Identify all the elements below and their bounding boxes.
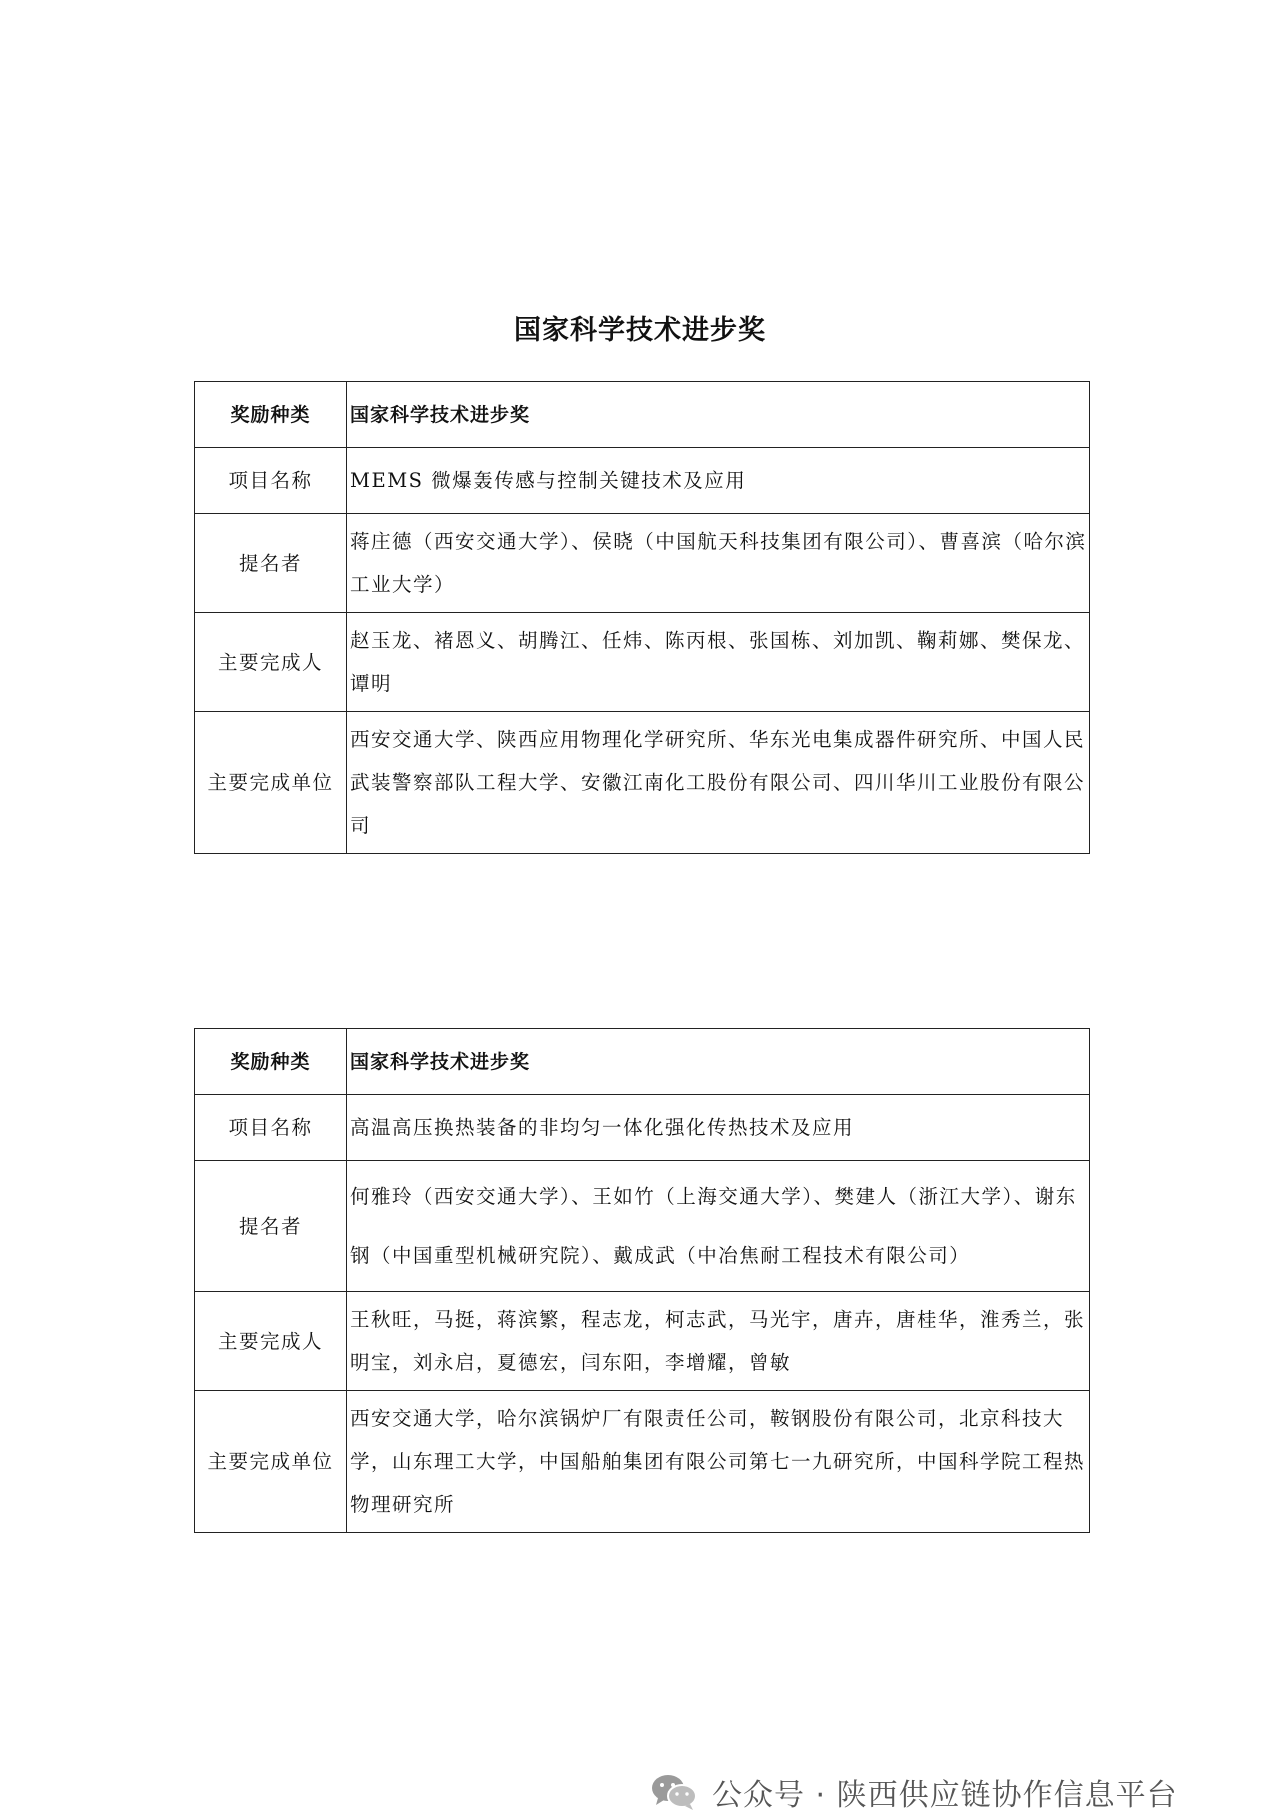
page-title: 国家科学技术进步奖 [514,315,766,346]
award-table-2 [194,1028,1090,1533]
main-contributors-label: 主要完成人 [195,1292,347,1391]
table-row-project-name [195,448,1090,514]
table-row-award-type [195,382,1090,448]
table-row-nominator [195,514,1090,613]
table-row-project-name [195,1095,1090,1161]
table-row-main-units [195,712,1090,854]
award-type-label: 奖励种类 [195,1029,347,1095]
table-row-main-units [195,1391,1090,1533]
project-name-label: 项目名称 [195,448,347,514]
main-contributors-label: 主要完成人 [195,613,347,712]
wechat-icon [650,1772,698,1812]
project-name-value: 高温高压换热装备的非均匀一体化强化传热技术及应用 [347,1095,1090,1161]
footer-text: 公众号 · 陕西供应链协作信息平台 [712,1778,1178,1813]
nominator-label: 提名者 [195,514,347,613]
main-units-value: 西安交通大学，哈尔滨锅炉厂有限责任公司，鞍钢股份有限公司，北京科技大学，山东理工大学，中国船舶集团有限公司第七一九研究所，中国科学院工程热物理研究所 [347,1391,1090,1533]
footer-watermark [650,1770,1178,1814]
award-type-value: 国家科学技术进步奖 [347,382,1090,448]
award-type-value: 国家科学技术进步奖 [347,1029,1090,1095]
main-contributors-value: 王秋旺，马挺，蒋滨繁，程志龙，柯志武，马光宇，唐卉，唐桂华，淮秀兰，张明宝，刘永启，夏德宏，闫东阳，李增耀，曾敏 [347,1292,1090,1391]
table-row-main-contributors [195,613,1090,712]
main-units-value: 西安交通大学、陕西应用物理化学研究所、华东光电集成器件研究所、中国人民武装警察部队工程大学、安徽江南化工股份有限公司、四川华川工业股份有限公司 [347,712,1090,854]
project-name-value: MEMS 微爆轰传感与控制关键技术及应用 [347,448,1090,514]
nominator-value: 何雅玲（西安交通大学）、王如竹（上海交通大学）、樊建人（浙江大学）、谢东钢（中国重型机械研究院）、戴成武（中冶焦耐工程技术有限公司） [347,1161,1090,1292]
main-units-label: 主要完成单位 [195,1391,347,1533]
award-type-label: 奖励种类 [195,382,347,448]
table-row-award-type [195,1029,1090,1095]
award-table-1 [194,381,1090,854]
table-row-nominator [195,1161,1090,1292]
nominator-label: 提名者 [195,1161,347,1292]
table-row-main-contributors [195,1292,1090,1391]
main-contributors-value: 赵玉龙、褚恩义、胡腾江、任炜、陈丙根、张国栋、刘加凯、鞠莉娜、樊保龙、谭明 [347,613,1090,712]
nominator-value: 蒋庄德（西安交通大学）、侯晓（中国航天科技集团有限公司）、曹喜滨（哈尔滨工业大学） [347,514,1090,613]
project-name-label: 项目名称 [195,1095,347,1161]
main-units-label: 主要完成单位 [195,712,347,854]
